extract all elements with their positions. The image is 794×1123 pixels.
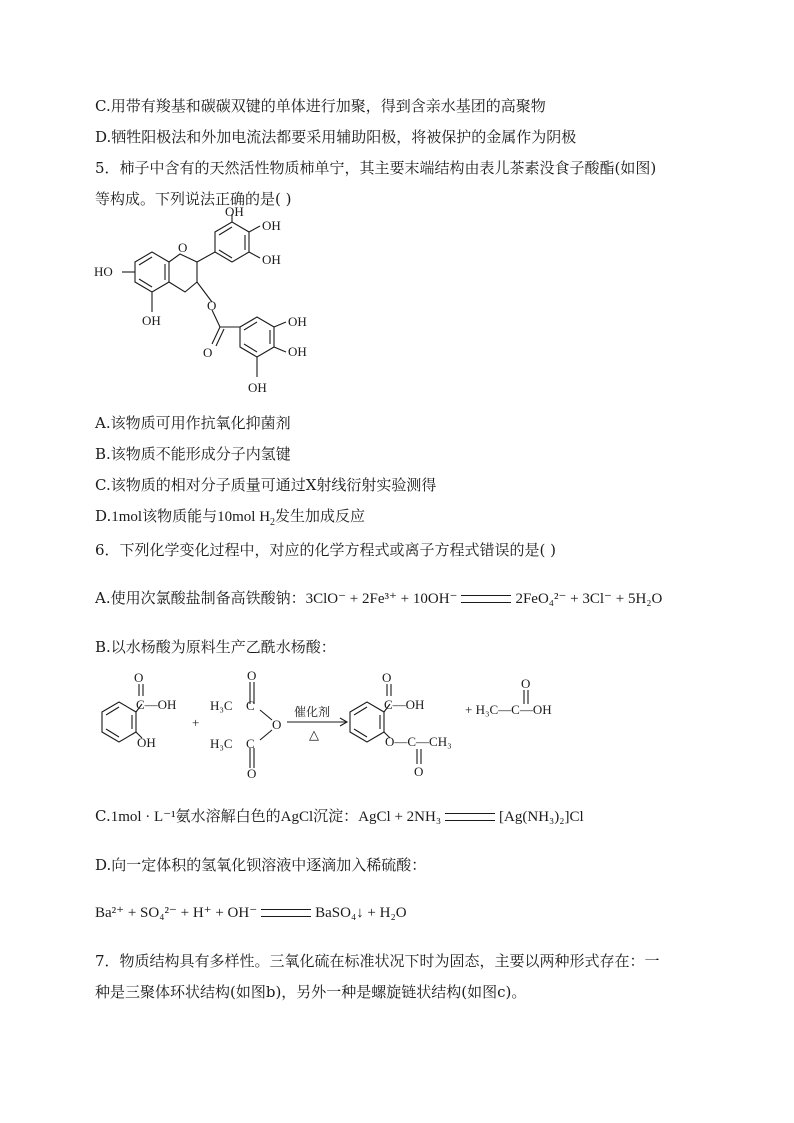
ring-o-label: O	[178, 240, 188, 255]
q5-structure-diagram	[90, 204, 320, 407]
q6-option-d-right: BaSO₄↓ + H₂O	[315, 905, 407, 921]
sa-oh: OH	[137, 735, 156, 750]
an-c-bottom: C	[246, 736, 255, 751]
q5-option-d-h2: 10mol H	[217, 509, 271, 525]
an-h3c-bottom: H₃C	[210, 736, 233, 751]
q6-option-a-left: 3ClO⁻ + 2Fe³⁺ + 10OH⁻	[305, 591, 458, 607]
as-o-c-ch3: O—C—CH₃	[385, 734, 452, 749]
q5-option-d-amount: 1mol	[111, 509, 143, 525]
sa-c-oh: C—OH	[136, 697, 177, 712]
oh-label-b-lower: OH	[262, 252, 281, 267]
heat-label: △	[309, 727, 319, 742]
q5-option-d	[95, 506, 365, 533]
q6-option-a	[95, 588, 662, 609]
equals-arrow	[445, 813, 495, 821]
q5-stem-line1: 5．柿子中含有的天然活性物质柿单宁，其主要末端结构由表儿茶素没食子酸酯(如图)	[95, 159, 657, 177]
q7-stem-line2: 种是三聚体环状结构(如图b)，另外一种是螺旋链状结构(如图c)。	[95, 983, 527, 1001]
q6-option-c-mid: 氨水溶解白色的	[175, 807, 281, 825]
q6-option-c-prefix: C.	[95, 807, 111, 825]
q6-option-c-text: 沉淀：	[313, 807, 359, 825]
aa-o: O	[521, 676, 531, 691]
as-o: O	[382, 670, 392, 685]
q5-stem-line2: 等构成。下列说法正确的是( )	[95, 190, 292, 208]
as-o-bottom: O	[414, 764, 424, 779]
q6-option-c-agcl: AgCl	[280, 809, 314, 825]
oh-label-gallo-2: OH	[288, 344, 307, 359]
q6-option-d-label: D.向一定体积的氢氧化钡溶液中逐滴加入稀硫酸：	[95, 856, 427, 874]
q6-option-b-label: B.以水杨酸为原料生产乙酰水杨酸：	[95, 638, 336, 656]
q5-option-d-suffix: 发生加成反应	[275, 507, 366, 525]
an-o-bottom: O	[247, 766, 257, 781]
q5-option-d-sub: 2	[270, 517, 276, 528]
plus-sign: +	[192, 715, 200, 730]
q4-option-c: C.用带有羧基和碳碳双键的单体进行加聚，得到含亲水基团的高聚物	[95, 97, 546, 115]
q6-option-d-equation	[95, 902, 407, 923]
sa-o: O	[134, 670, 144, 685]
oh-label-gallo-1: OH	[288, 314, 307, 329]
q6-option-d-left: Ba²⁺ + SO₄²⁻ + H⁺ + OH⁻	[95, 905, 258, 921]
oh-label-gallo-3: OH	[248, 380, 267, 395]
ho-label-left: HO	[94, 264, 113, 279]
q5-option-d-prefix: D.	[95, 507, 112, 525]
q5-option-d-mid: 该物质能与	[142, 507, 218, 525]
q5-option-c: C.该物质的相对分子质量可通过X射线衍射实验测得	[95, 476, 437, 494]
equals-arrow	[261, 909, 311, 917]
q7-stem-line1: 7．物质结构具有多样性。三氧化硫在标准状况下时为固态，主要以两种形式存在：一	[95, 952, 660, 970]
oh-label-b-right: OH	[262, 218, 281, 233]
q4-option-d: D.牺牲阳极法和外加电流法都要采用辅助阳极，将被保护的金属作为阴极	[95, 128, 577, 146]
q6-option-a-right: 2FeO₄²⁻ + 3Cl⁻ + 5H₂O	[515, 591, 663, 607]
q6-option-c-right: [Ag(NH₃)₂]Cl	[499, 809, 584, 825]
q5-option-b: B.该物质不能形成分子内氢键	[95, 445, 291, 463]
an-h3c-top: H₃C	[210, 698, 233, 713]
an-c-top: C	[246, 698, 255, 713]
carbonyl-o-label: O	[203, 345, 213, 360]
equals-arrow	[461, 595, 511, 603]
acetic-acid: + H₃C—C—OH	[465, 702, 552, 717]
an-o-top: O	[247, 668, 257, 683]
q6-stem: 6．下列化学变化过程中，对应的化学方程式或离子方程式错误的是( )	[95, 541, 557, 559]
oh-label-top: OH	[225, 204, 244, 219]
q5-option-a: A.该物质可用作抗氧化抑菌剂	[95, 414, 291, 432]
ester-o-label: O	[207, 298, 217, 313]
q6-option-c-conc: 1mol · L⁻¹	[110, 809, 176, 825]
q6-option-c	[95, 806, 584, 827]
q6-reaction-diagram	[92, 662, 612, 782]
as-c-oh: C—OH	[384, 697, 425, 712]
q6-option-a-label: A.使用次氯酸盐制备高铁酸钠：	[95, 589, 306, 607]
oh-label-bottom: OH	[142, 313, 161, 328]
an-o-bridge: O	[272, 717, 282, 732]
catalyst-label: 催化剂	[294, 705, 331, 719]
q6-option-c-left: AgCl + 2NH₃	[358, 809, 442, 825]
